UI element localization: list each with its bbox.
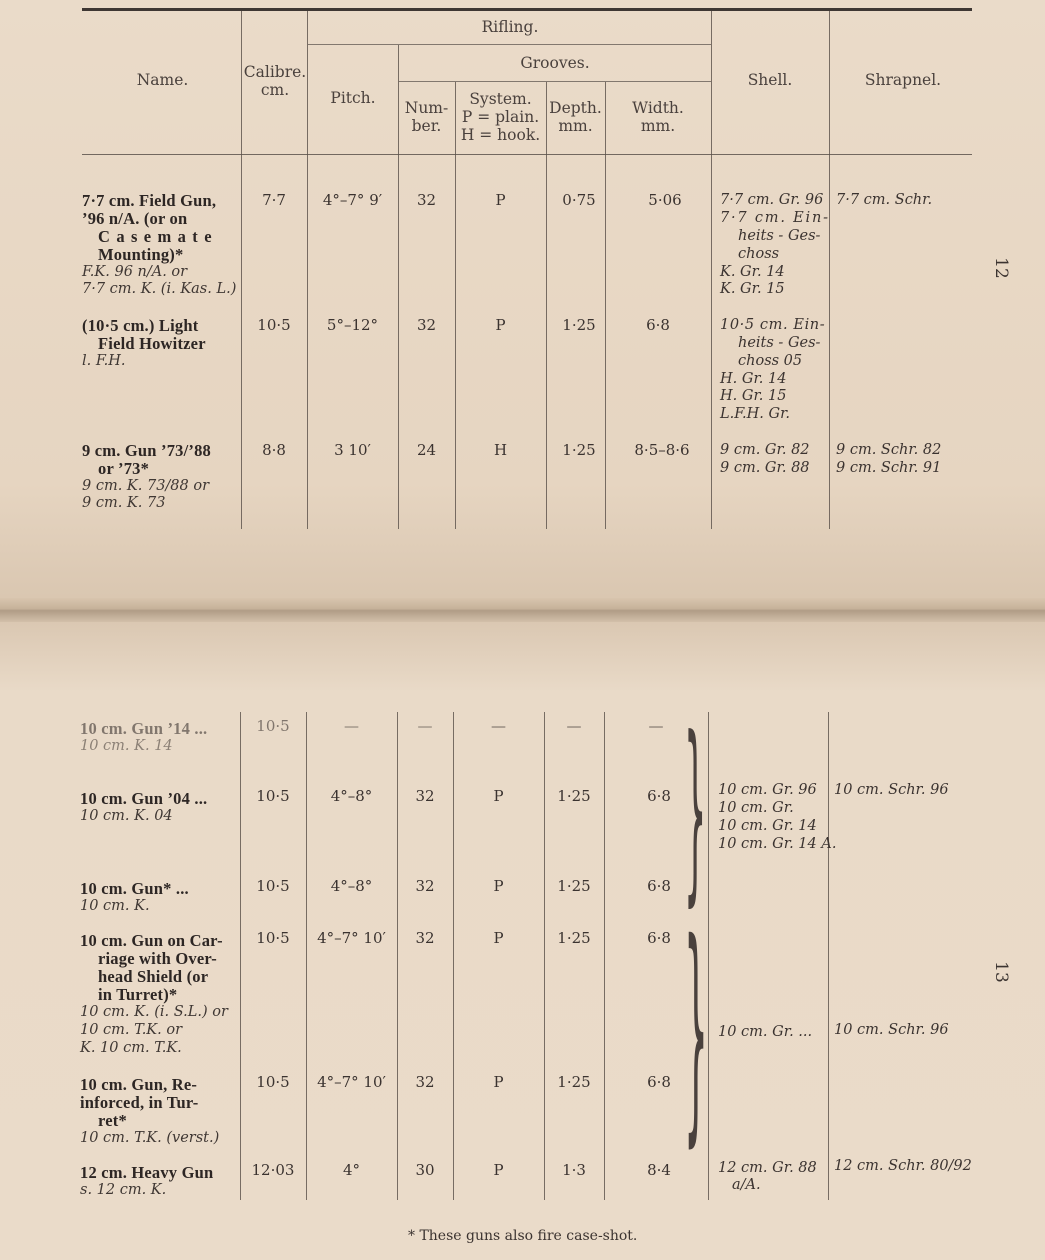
german-designation: 10 cm. K. 14 xyxy=(80,738,173,754)
header-width-unit: mm. xyxy=(640,117,676,135)
german-designation: 10 cm. T.K. or xyxy=(80,1022,183,1038)
pitch-cell: 4° xyxy=(342,1161,361,1179)
width-cell: 8·5–8·6 xyxy=(634,441,690,459)
system-cell: P xyxy=(493,929,504,947)
shell-cell: choss xyxy=(738,246,780,262)
header-system: System. xyxy=(469,90,532,108)
calibre-cell: 10·5 xyxy=(257,316,291,334)
german-designation: F.K. 96 n/A. or xyxy=(82,264,188,280)
gun-name: 9 cm. Gun ’73/’88 xyxy=(82,441,211,460)
gun-name: riage with Over- xyxy=(98,949,217,968)
header-name: Name. xyxy=(136,71,189,89)
width-cell: 6·8 xyxy=(646,316,670,334)
brace-icon: } xyxy=(684,696,707,924)
grooves-rule xyxy=(399,81,711,82)
pitch-cell: 4°–7° 9′ xyxy=(322,191,383,209)
gun-name: inforced, in Tur- xyxy=(80,1093,199,1112)
header-pitch: Pitch. xyxy=(330,89,376,107)
depth-cell: 1·25 xyxy=(562,316,596,334)
calibre-cell: 10·5 xyxy=(256,787,290,805)
width-cell: 6·8 xyxy=(647,929,671,947)
col-line xyxy=(453,712,454,1200)
gun-name: or ’73* xyxy=(98,459,150,478)
brace-icon: } xyxy=(684,892,709,1167)
shell-cell: 10·5 cm. Ein- xyxy=(720,317,826,333)
gun-name: in Turret)* xyxy=(98,985,178,1004)
width-cell: 5·06 xyxy=(648,191,682,209)
width-cell: 8·4 xyxy=(647,1161,671,1179)
german-designation: 9 cm. K. 73 xyxy=(82,495,166,511)
gun-name: 10 cm. Gun, Re- xyxy=(80,1075,198,1094)
header-system-hook: H = hook. xyxy=(460,126,541,144)
german-designation: K. 10 cm. T.K. xyxy=(80,1040,182,1056)
german-designation: l. F.H. xyxy=(82,353,126,369)
german-designation: 9 cm. K. 73/88 or xyxy=(82,478,210,494)
shell-cell: heits - Ges- xyxy=(738,335,821,351)
number-cell: 32 xyxy=(415,877,435,895)
pitch-cell: 4°–7° 10′ xyxy=(317,929,386,947)
depth-cell: 1·25 xyxy=(557,787,591,805)
col-line xyxy=(546,82,547,529)
header-calibre: Calibre. xyxy=(243,63,307,81)
calibre-cell: 10·5 xyxy=(256,877,290,895)
gun-name: Mounting)* xyxy=(98,245,184,264)
system-cell: P xyxy=(495,191,506,209)
system-cell: — xyxy=(491,717,506,735)
pitch-cell: — xyxy=(344,717,359,735)
german-designation: 10 cm. K. 04 xyxy=(80,808,173,824)
pitch-cell: 4°–8° xyxy=(330,877,373,895)
shell-cell: 10 cm. Gr. 96 xyxy=(718,782,817,798)
col-line xyxy=(397,712,398,1200)
gun-name: 10 cm. Gun* ... xyxy=(80,879,189,898)
shell-cell: 10 cm. Gr. xyxy=(718,800,794,816)
shell-cell: K. Gr. 15 xyxy=(720,281,785,297)
header-system-plain: P = plain. xyxy=(461,108,540,126)
header-width: Width. xyxy=(632,99,684,117)
rifling-rule xyxy=(308,44,711,45)
gun-name: 12 cm. Heavy Gun xyxy=(80,1163,214,1182)
width-cell: — xyxy=(648,717,664,735)
col-line xyxy=(306,712,307,1200)
shell-cell: 10 cm. Gr. 14 A. xyxy=(718,836,837,852)
calibre-cell: 7·7 xyxy=(262,191,286,209)
shrapnel-cell: 12 cm. Schr. 80/92 xyxy=(834,1158,972,1174)
system-cell: H xyxy=(493,441,508,459)
system-cell: P xyxy=(493,787,504,805)
header-depth-unit: mm. xyxy=(558,117,593,135)
depth-cell: 1·25 xyxy=(562,441,596,459)
number-cell: 30 xyxy=(415,1161,435,1179)
number-cell: 32 xyxy=(416,191,437,209)
calibre-cell: 8·8 xyxy=(262,441,286,459)
gun-name: 10 cm. Gun ’14 ... xyxy=(80,719,208,738)
number-cell: 32 xyxy=(415,929,435,947)
gun-name: 7·7 cm. Field Gun, xyxy=(82,191,217,210)
pitch-cell: 3 10′ xyxy=(334,441,371,459)
header-shell: Shell. xyxy=(747,71,793,89)
page-number: 12 xyxy=(990,257,1011,279)
shell-cell: a/A. xyxy=(732,1177,761,1193)
number-cell: 32 xyxy=(415,1073,435,1091)
page-number: 13 xyxy=(990,961,1011,983)
shell-cell: 7·7 cm. Ein- xyxy=(720,210,830,226)
calibre-cell: 10·5 xyxy=(256,929,290,947)
gun-name: ’96 n/A. (or on xyxy=(82,209,188,228)
depth-cell: 1·25 xyxy=(557,877,591,895)
shrapnel-cell: 10 cm. Schr. 96 xyxy=(834,1022,949,1038)
width-cell: 6·8 xyxy=(647,877,671,895)
system-cell: P xyxy=(493,877,504,895)
shell-cell: 9 cm. Gr. 88 xyxy=(720,460,810,476)
german-designation: 10 cm. T.K. (verst.) xyxy=(80,1130,220,1146)
col-line xyxy=(828,712,829,1200)
calibre-cell: 10·5 xyxy=(256,717,290,735)
header-rule xyxy=(82,154,972,155)
width-cell: 6·8 xyxy=(647,1073,671,1091)
system-cell: P xyxy=(493,1161,504,1179)
shell-cell: H. Gr. 15 xyxy=(720,388,787,404)
shell-cell: 7·7 cm. Gr. 96 xyxy=(720,192,824,208)
shell-cell: K. Gr. 14 xyxy=(720,264,785,280)
header-number: Num- xyxy=(404,99,449,117)
header-shrapnel: Shrapnel. xyxy=(864,71,942,89)
gun-name: Casemate xyxy=(98,227,218,246)
depth-cell: — xyxy=(566,717,582,735)
col-line xyxy=(240,712,241,1200)
gun-name: Field Howitzer xyxy=(98,334,206,353)
header-calibre-unit: cm. xyxy=(260,81,290,99)
shell-cell: H. Gr. 14 xyxy=(720,371,787,387)
book-spine xyxy=(0,598,1045,622)
shell-cell: heits - Ges- xyxy=(738,228,821,244)
shell-cell: 10 cm. Gr. ... xyxy=(718,1024,813,1040)
shrapnel-cell: 7·7 cm. Schr. xyxy=(836,192,933,208)
shrapnel-cell: 9 cm. Schr. 82 xyxy=(836,442,942,458)
pitch-cell: 5°–12° xyxy=(326,316,379,334)
calibre-cell: 10·5 xyxy=(256,1073,290,1091)
gun-name: 10 cm. Gun ’04 ... xyxy=(80,789,208,808)
number-cell: 24 xyxy=(416,441,437,459)
col-line xyxy=(544,712,545,1200)
number-cell: — xyxy=(417,717,433,735)
german-designation: s. 12 cm. K. xyxy=(80,1182,167,1198)
gun-name: ret* xyxy=(98,1111,127,1130)
shell-cell: 12 cm. Gr. 88 xyxy=(718,1160,817,1176)
gun-name: 10 cm. Gun on Car- xyxy=(80,931,223,950)
shell-cell: choss 05 xyxy=(738,353,803,369)
col-line xyxy=(604,712,605,1200)
german-designation: 7·7 cm. K. (i. Kas. L.) xyxy=(82,281,237,297)
header-depth: Depth. xyxy=(549,99,602,117)
header-rifling: Rifling. xyxy=(481,18,539,36)
german-designation: 10 cm. K. (i. S.L.) or xyxy=(80,1004,228,1020)
pitch-cell: 4°–8° xyxy=(330,787,373,805)
pitch-cell: 4°–7° 10′ xyxy=(317,1073,386,1091)
gun-name: head Shield (or xyxy=(98,967,209,986)
depth-cell: 1·25 xyxy=(557,929,591,947)
shell-cell: 9 cm. Gr. 82 xyxy=(720,442,810,458)
depth-cell: 0·75 xyxy=(562,191,596,209)
header-grooves: Grooves. xyxy=(520,54,590,72)
number-cell: 32 xyxy=(415,787,435,805)
german-designation: 10 cm. K. xyxy=(80,898,150,914)
gun-name: (10·5 cm.) Light xyxy=(82,316,199,335)
col-line xyxy=(708,712,709,1200)
footnote: * These guns also fire case-shot. xyxy=(408,1228,638,1244)
col-line xyxy=(455,82,456,529)
shrapnel-cell: 10 cm. Schr. 96 xyxy=(834,782,949,798)
shrapnel-cell: 9 cm. Schr. 91 xyxy=(836,460,942,476)
shell-cell: L.F.H. Gr. xyxy=(720,406,791,422)
system-cell: P xyxy=(493,1073,504,1091)
shell-cell: 10 cm. Gr. 14 xyxy=(718,818,817,834)
top-rule xyxy=(82,8,972,11)
header-number-2: ber. xyxy=(411,117,442,135)
width-cell: 6·8 xyxy=(647,787,671,805)
number-cell: 32 xyxy=(416,316,437,334)
depth-cell: 1·25 xyxy=(557,1073,591,1091)
col-line xyxy=(605,82,606,529)
depth-cell: 1·3 xyxy=(562,1161,586,1179)
calibre-cell: 12·03 xyxy=(251,1161,295,1179)
system-cell: P xyxy=(495,316,506,334)
